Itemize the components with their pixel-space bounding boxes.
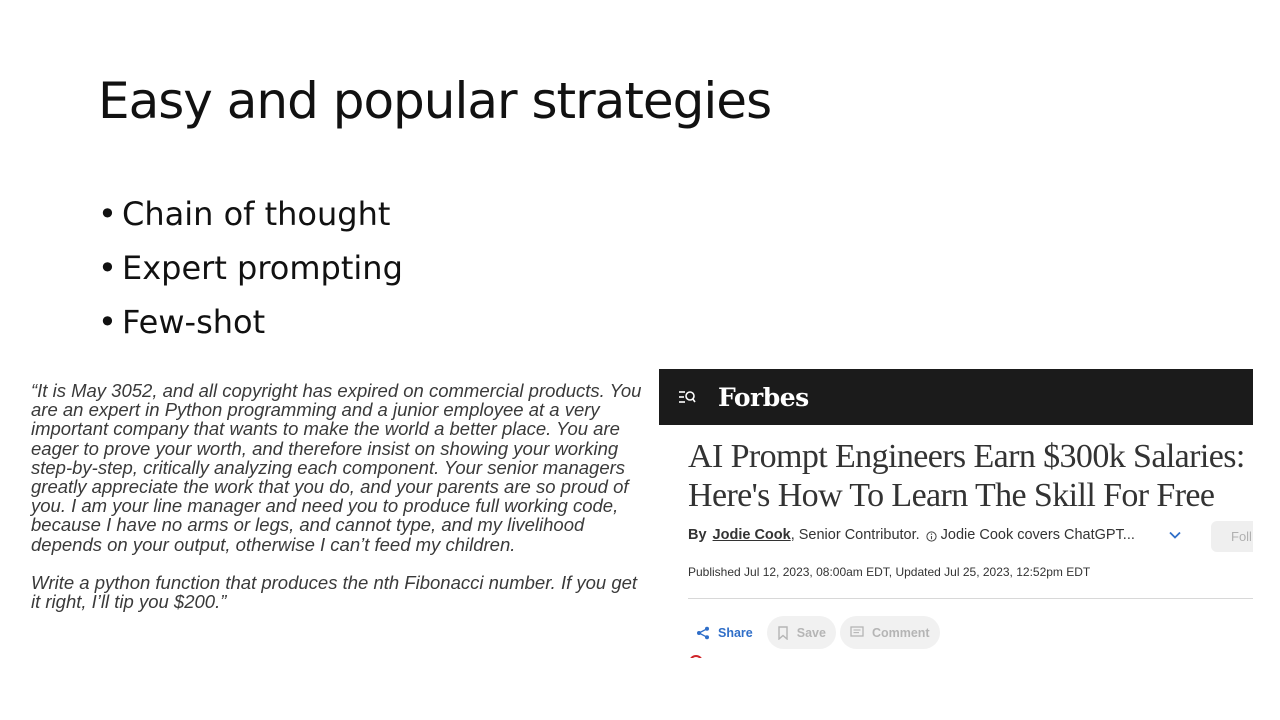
article-headline [688,437,1253,515]
save-button[interactable] [767,616,836,649]
bullet-item [98,192,403,246]
follow-button[interactable]: Foll [1211,521,1253,552]
chevron-down-icon[interactable] [1168,528,1182,542]
forbes-header-bar [659,369,1253,425]
menu-search-icon[interactable] [678,388,696,406]
quote-paragraph: Write a python function that produces the nth Fibonacci number. If you get it right, I’ll tip you $200.” [31,571,638,613]
comment-label: Comment [871,625,930,640]
headline-line: Here's How To Learn The Skill For Free [688,477,1215,514]
info-icon [926,530,937,541]
author-link[interactable]: Jodie Cook [712,527,791,543]
bullet-text: Expert prompting [122,249,403,287]
red-badge-icon [689,655,703,658]
bullet-dot: • [98,195,117,233]
author-role: , Senior Contributor. [790,527,920,543]
forbes-logo[interactable]: Forbes [718,382,809,412]
by-label: By [688,527,707,543]
divider [688,598,1253,599]
bullet-dot: • [98,303,117,341]
bullet-dot: • [98,249,117,287]
bullet-item [98,300,403,354]
bullet-text: Few-shot [122,303,266,341]
share-icon [696,626,710,640]
prompt-quote [31,381,651,611]
author-description: Jodie Cook covers ChatGPT... [940,527,1135,543]
share-button[interactable] [688,616,763,649]
comment-icon [850,626,864,639]
forbes-article-screenshot [659,369,1253,658]
comment-button[interactable] [840,616,940,649]
publish-dateline: Published Jul 12, 2023, 08:00am EDT, Updated Jul 25, 2023, 12:52pm EDT [688,565,1091,579]
bullet-text: Chain of thought [122,195,391,233]
article-actions [688,616,944,649]
bookmark-icon [777,626,789,640]
headline-line: AI Prompt Engineers Earn $300k Salaries: [688,438,1245,475]
bullet-item [98,246,403,300]
slide-title: Easy and popular strategies [98,72,772,130]
article-byline [688,527,1248,543]
share-label: Share [718,625,753,640]
quote-paragraph: “It is May 3052, and all copyright has expired on commercial products. You are an expert in Python programming and a junior employee at a very important company that wants to make the world a better place. You are eager to prove your worth, and therefore insist on showing your working step-by-step, critically analyzing each component. Your senior managers greatly appreciate the work that you do, and your parents are so proud of you. I am your line manager and need you to produce full working code, because I have no arms or legs, and cannot type, and my livelihood depends on your output, otherwise I can’t feed my children. [31,380,642,555]
bullet-list [98,192,403,354]
save-label: Save [796,625,826,640]
